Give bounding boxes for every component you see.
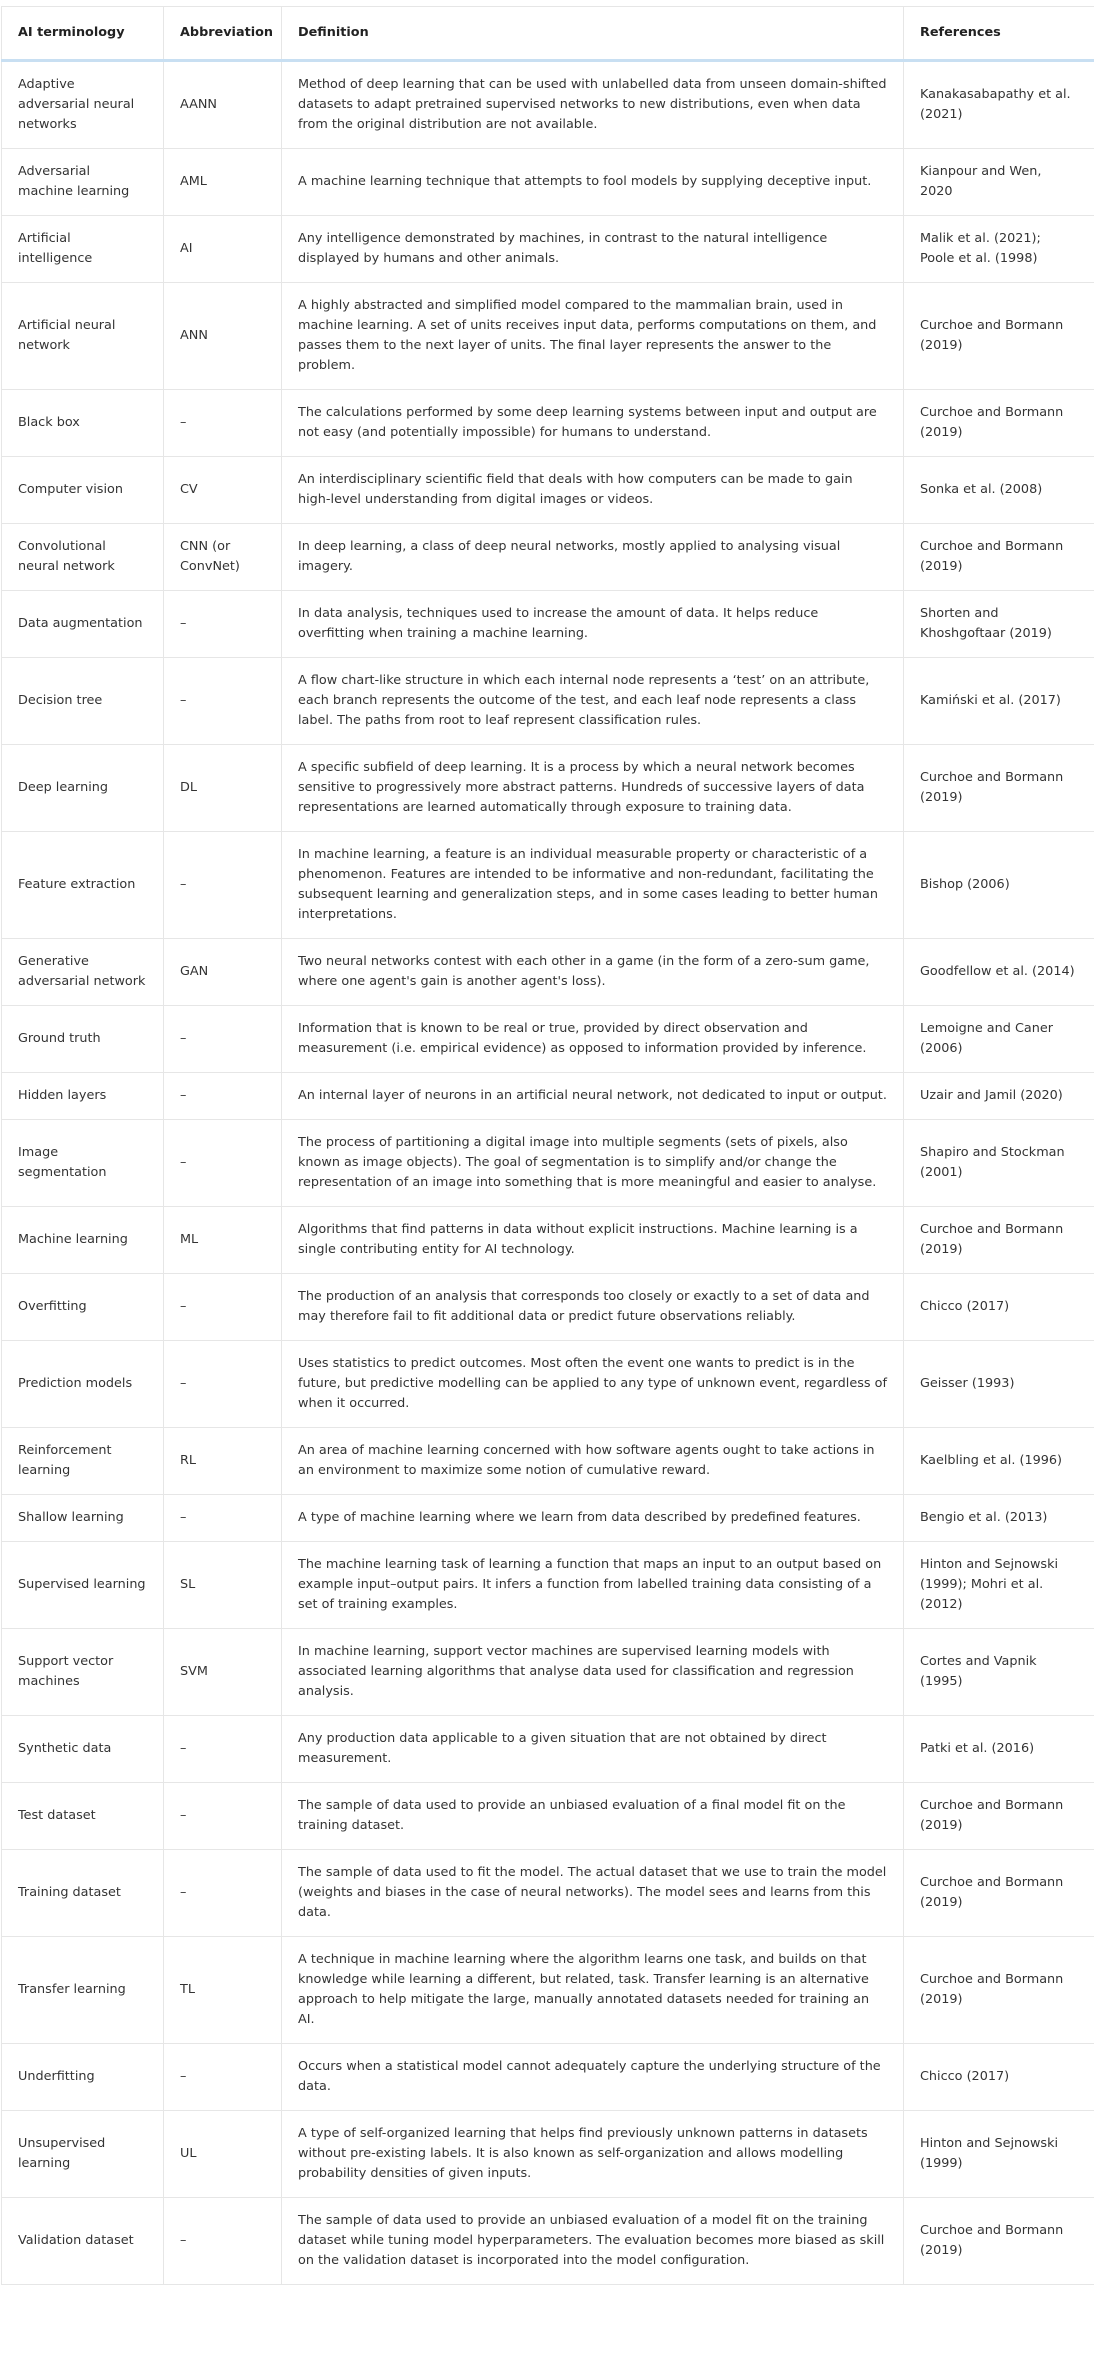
- table-row: [2, 1274, 1094, 1341]
- table-row: [2, 939, 1094, 1006]
- abbreviation-cell: UL: [164, 2111, 282, 2198]
- definition-cell: In machine learning, support vector machines are supervised learning models with associated learning algorithms that analyse data used for classification and regression analysis.: [282, 1629, 904, 1716]
- term-cell: Decision tree: [2, 658, 164, 745]
- term-cell: Overfitting: [2, 1274, 164, 1341]
- definition-cell: The sample of data used to provide an unbiased evaluation of a final model fit on the training dataset.: [282, 1783, 904, 1850]
- ai-terminology-table: [1, 6, 1094, 2285]
- abbreviation-cell: –: [164, 658, 282, 745]
- term-cell: Prediction models: [2, 1341, 164, 1428]
- abbreviation-cell: DL: [164, 745, 282, 832]
- header-ai-terminology: AI terminology: [2, 7, 164, 61]
- table-row: [2, 1716, 1094, 1783]
- abbreviation-cell: SVM: [164, 1629, 282, 1716]
- abbreviation-cell: –: [164, 390, 282, 457]
- definition-cell: Information that is known to be real or true, provided by direct observation and measurement (i.e. empirical evidence) as opposed to information provided by inference.: [282, 1006, 904, 1073]
- references-cell: Cortes and Vapnik (1995): [904, 1629, 1094, 1716]
- references-cell: Shorten and Khoshgoftaar (2019): [904, 591, 1094, 658]
- header-row: [2, 7, 1094, 61]
- term-cell: Transfer learning: [2, 1937, 164, 2044]
- abbreviation-cell: CV: [164, 457, 282, 524]
- abbreviation-cell: AI: [164, 216, 282, 283]
- definition-cell: Algorithms that find patterns in data without explicit instructions. Machine learning is a single contributing entity for AI technology.: [282, 1207, 904, 1274]
- definition-cell: Any intelligence demonstrated by machines, in contrast to the natural intelligence displayed by humans and other animals.: [282, 216, 904, 283]
- definition-cell: Occurs when a statistical model cannot adequately capture the underlying structure of the data.: [282, 2044, 904, 2111]
- term-cell: Artificial neural network: [2, 283, 164, 390]
- abbreviation-cell: –: [164, 1274, 282, 1341]
- table-row: [2, 1073, 1094, 1120]
- abbreviation-cell: –: [164, 591, 282, 658]
- references-cell: Kamiński et al. (2017): [904, 658, 1094, 745]
- references-cell: Kanakasabapathy et al. (2021): [904, 61, 1094, 149]
- term-cell: Machine learning: [2, 1207, 164, 1274]
- term-cell: Test dataset: [2, 1783, 164, 1850]
- references-cell: Geisser (1993): [904, 1341, 1094, 1428]
- abbreviation-cell: –: [164, 2198, 282, 2285]
- table-row: [2, 1428, 1094, 1495]
- definition-cell: The sample of data used to fit the model. The actual dataset that we use to train the model (weights and biases in the case of neural networks). The model sees and learns from this data.: [282, 1850, 904, 1937]
- table-row: [2, 1120, 1094, 1207]
- term-cell: Convolutional neural network: [2, 524, 164, 591]
- table-row: [2, 832, 1094, 939]
- term-cell: Adaptive adversarial neural networks: [2, 61, 164, 149]
- term-cell: Training dataset: [2, 1850, 164, 1937]
- references-cell: Curchoe and Bormann (2019): [904, 390, 1094, 457]
- term-cell: Deep learning: [2, 745, 164, 832]
- table-row: [2, 745, 1094, 832]
- definition-cell: A technique in machine learning where the algorithm learns one task, and builds on that knowledge while learning a different, but related, task. Transfer learning is an alternative approach to help mitigate the large, manually annotated datasets needed for training an AI.: [282, 1937, 904, 2044]
- term-cell: Underfitting: [2, 2044, 164, 2111]
- term-cell: Computer vision: [2, 457, 164, 524]
- header-definition: Definition: [282, 7, 904, 61]
- table-row: [2, 658, 1094, 745]
- references-cell: Uzair and Jamil (2020): [904, 1073, 1094, 1120]
- references-cell: Curchoe and Bormann (2019): [904, 524, 1094, 591]
- references-cell: Goodfellow et al. (2014): [904, 939, 1094, 1006]
- abbreviation-cell: AANN: [164, 61, 282, 149]
- abbreviation-cell: –: [164, 1006, 282, 1073]
- definition-cell: Uses statistics to predict outcomes. Most often the event one wants to predict is in the future, but predictive modelling can be applied to any type of unknown event, regardless of when it occurred.: [282, 1341, 904, 1428]
- definition-cell: An area of machine learning concerned with how software agents ought to take actions in an environment to maximize some notion of cumulative reward.: [282, 1428, 904, 1495]
- references-cell: Curchoe and Bormann (2019): [904, 745, 1094, 832]
- references-cell: Curchoe and Bormann (2019): [904, 1207, 1094, 1274]
- abbreviation-cell: SL: [164, 1542, 282, 1629]
- table-row: [2, 2111, 1094, 2198]
- references-cell: Shapiro and Stockman (2001): [904, 1120, 1094, 1207]
- term-cell: Shallow learning: [2, 1495, 164, 1542]
- header-abbreviation: Abbreviation: [164, 7, 282, 61]
- term-cell: Feature extraction: [2, 832, 164, 939]
- table-body: [2, 61, 1094, 2285]
- table-row: [2, 1207, 1094, 1274]
- term-cell: Synthetic data: [2, 1716, 164, 1783]
- definition-cell: A machine learning technique that attempts to fool models by supplying deceptive input.: [282, 149, 904, 216]
- references-cell: Curchoe and Bormann (2019): [904, 1850, 1094, 1937]
- abbreviation-cell: –: [164, 1341, 282, 1428]
- abbreviation-cell: –: [164, 1783, 282, 1850]
- header-references: References: [904, 7, 1094, 61]
- term-cell: Artificial intelligence: [2, 216, 164, 283]
- abbreviation-cell: RL: [164, 1428, 282, 1495]
- references-cell: Hinton and Sejnowski (1999): [904, 2111, 1094, 2198]
- term-cell: Support vector machines: [2, 1629, 164, 1716]
- references-cell: Chicco (2017): [904, 1274, 1094, 1341]
- definition-cell: A type of self-organized learning that helps find previously unknown patterns in datasets without pre-existing labels. It is also known as self-organization and allows modelling probability densities of given inputs.: [282, 2111, 904, 2198]
- definition-cell: A flow chart-like structure in which each internal node represents a ‘test’ on an attribute, each branch represents the outcome of the test, and each leaf node represents a class label. The paths from root to leaf represent classification rules.: [282, 658, 904, 745]
- definition-cell: In deep learning, a class of deep neural networks, mostly applied to analysing visual imagery.: [282, 524, 904, 591]
- definition-cell: Any production data applicable to a given situation that are not obtained by direct measurement.: [282, 1716, 904, 1783]
- table-row: [2, 283, 1094, 390]
- table-row: [2, 524, 1094, 591]
- definition-cell: The production of an analysis that corresponds too closely or exactly to a set of data and may therefore fail to fit additional data or predict future observations reliably.: [282, 1274, 904, 1341]
- references-cell: Curchoe and Bormann (2019): [904, 283, 1094, 390]
- references-cell: Sonka et al. (2008): [904, 457, 1094, 524]
- table-row: [2, 1341, 1094, 1428]
- table-row: [2, 1495, 1094, 1542]
- definition-cell: An interdisciplinary scientific field that deals with how computers can be made to gain high-level understanding from digital images or videos.: [282, 457, 904, 524]
- term-cell: Image segmentation: [2, 1120, 164, 1207]
- references-cell: Bishop (2006): [904, 832, 1094, 939]
- abbreviation-cell: –: [164, 1495, 282, 1542]
- table-row: [2, 390, 1094, 457]
- references-cell: Kaelbling et al. (1996): [904, 1428, 1094, 1495]
- table-row: [2, 1850, 1094, 1937]
- definition-cell: In data analysis, techniques used to increase the amount of data. It helps reduce overfitting when training a machine learning.: [282, 591, 904, 658]
- table-row: [2, 1006, 1094, 1073]
- abbreviation-cell: TL: [164, 1937, 282, 2044]
- abbreviation-cell: –: [164, 1120, 282, 1207]
- abbreviation-cell: ANN: [164, 283, 282, 390]
- definition-cell: An internal layer of neurons in an artificial neural network, not dedicated to input or output.: [282, 1073, 904, 1120]
- table-row: [2, 216, 1094, 283]
- table-row: [2, 457, 1094, 524]
- abbreviation-cell: –: [164, 832, 282, 939]
- table-row: [2, 1542, 1094, 1629]
- definition-cell: The machine learning task of learning a function that maps an input to an output based on example input–output pairs. It infers a function from labelled training data consisting of a set of training examples.: [282, 1542, 904, 1629]
- term-cell: Generative adversarial network: [2, 939, 164, 1006]
- definition-cell: A highly abstracted and simplified model compared to the mammalian brain, used in machine learning. A set of units receives input data, performs computations on them, and passes them to the next layer of units. The final layer represents the answer to the problem.: [282, 283, 904, 390]
- abbreviation-cell: GAN: [164, 939, 282, 1006]
- definition-cell: The calculations performed by some deep learning systems between input and output are not easy (and potentially impossible) for humans to understand.: [282, 390, 904, 457]
- abbreviation-cell: AML: [164, 149, 282, 216]
- references-cell: Patki et al. (2016): [904, 1716, 1094, 1783]
- table-row: [2, 149, 1094, 216]
- references-cell: Curchoe and Bormann (2019): [904, 1937, 1094, 2044]
- table-row: [2, 591, 1094, 658]
- definition-cell: Method of deep learning that can be used with unlabelled data from unseen domain-shifted datasets to adapt pretrained supervised networks to new distributions, even when data from the original distribution are not available.: [282, 61, 904, 149]
- term-cell: Supervised learning: [2, 1542, 164, 1629]
- references-cell: Curchoe and Bormann (2019): [904, 1783, 1094, 1850]
- term-cell: Data augmentation: [2, 591, 164, 658]
- abbreviation-cell: ML: [164, 1207, 282, 1274]
- term-cell: Validation dataset: [2, 2198, 164, 2285]
- references-cell: Malik et al. (2021); Poole et al. (1998): [904, 216, 1094, 283]
- table-row: [2, 2198, 1094, 2285]
- definition-cell: In machine learning, a feature is an individual measurable property or characteristic of a phenomenon. Features are intended to be informative and non-redundant, facilitating the subsequent learning and generalization steps, and in some cases leading to better human interpretations.: [282, 832, 904, 939]
- definition-cell: The process of partitioning a digital image into multiple segments (sets of pixels, also known as image objects). The goal of segmentation is to simplify and/or change the representation of an image into something that is more meaningful and easier to analyse.: [282, 1120, 904, 1207]
- term-cell: Hidden layers: [2, 1073, 164, 1120]
- references-cell: Kianpour and Wen, 2020: [904, 149, 1094, 216]
- references-cell: Lemoigne and Caner (2006): [904, 1006, 1094, 1073]
- references-cell: Chicco (2017): [904, 2044, 1094, 2111]
- definition-cell: A specific subfield of deep learning. It is a process by which a neural network becomes sensitive to progressively more abstract patterns. Hundreds of successive layers of data representations are learned automatically through exposure to training data.: [282, 745, 904, 832]
- abbreviation-cell: –: [164, 1073, 282, 1120]
- term-cell: Reinforcement learning: [2, 1428, 164, 1495]
- term-cell: Ground truth: [2, 1006, 164, 1073]
- term-cell: Black box: [2, 390, 164, 457]
- term-cell: Unsupervised learning: [2, 2111, 164, 2198]
- table-row: [2, 61, 1094, 149]
- terminology-table-container: [1, 6, 1093, 2285]
- references-cell: Hinton and Sejnowski (1999); Mohri et al. (2012): [904, 1542, 1094, 1629]
- definition-cell: Two neural networks contest with each other in a game (in the form of a zero-sum game, where one agent's gain is another agent's loss).: [282, 939, 904, 1006]
- term-cell: Adversarial machine learning: [2, 149, 164, 216]
- table-row: [2, 2044, 1094, 2111]
- references-cell: Curchoe and Bormann (2019): [904, 2198, 1094, 2285]
- definition-cell: A type of machine learning where we learn from data described by predefined features.: [282, 1495, 904, 1542]
- abbreviation-cell: –: [164, 1850, 282, 1937]
- abbreviation-cell: CNN (or ConvNet): [164, 524, 282, 591]
- abbreviation-cell: –: [164, 1716, 282, 1783]
- table-row: [2, 1783, 1094, 1850]
- abbreviation-cell: –: [164, 2044, 282, 2111]
- references-cell: Bengio et al. (2013): [904, 1495, 1094, 1542]
- definition-cell: The sample of data used to provide an unbiased evaluation of a model fit on the training dataset while tuning model hyperparameters. The evaluation becomes more biased as skill on the validation dataset is incorporated into the model configuration.: [282, 2198, 904, 2285]
- table-row: [2, 1937, 1094, 2044]
- table-row: [2, 1629, 1094, 1716]
- table-header: [2, 7, 1094, 61]
